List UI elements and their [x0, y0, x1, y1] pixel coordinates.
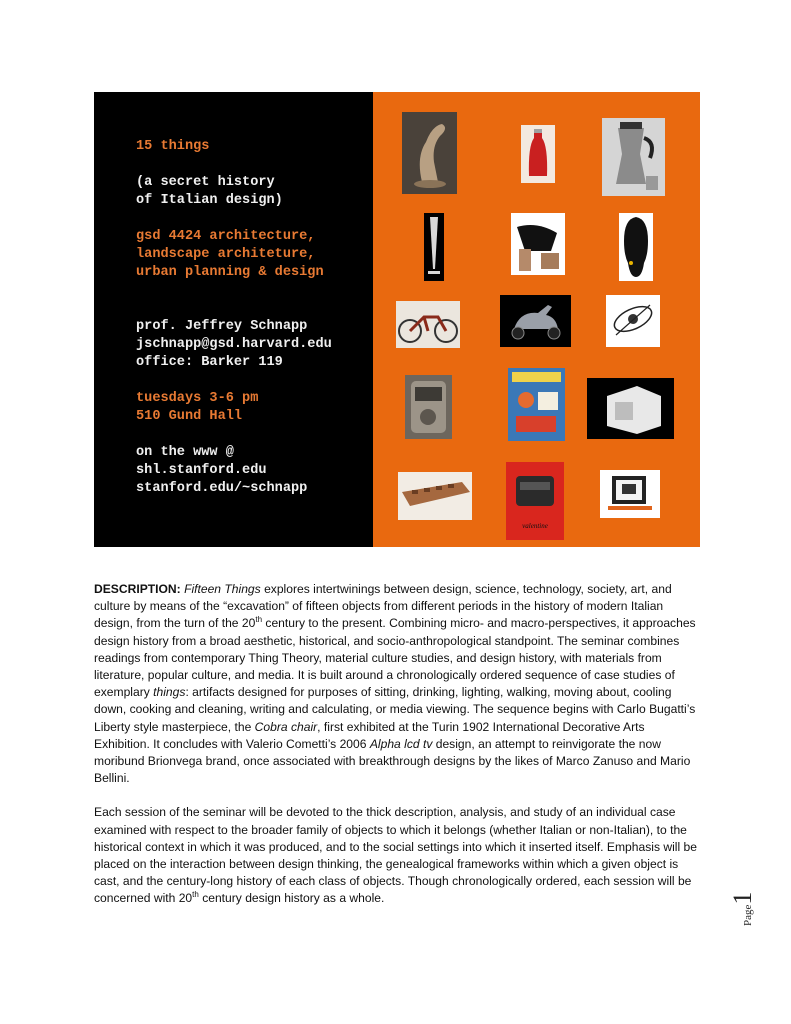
valentine-label: valentine [522, 522, 548, 530]
things-italic: things [153, 685, 186, 700]
platform-shoe-icon [511, 213, 565, 275]
professor-name: prof. Jeffrey Schnapp [136, 319, 308, 334]
magazine-cover-icon [508, 368, 565, 441]
keyboard-icon [398, 472, 472, 520]
object-gallery [373, 92, 700, 547]
page-number-marker [728, 880, 758, 930]
text-segment: explores intertwinings between design, science, technology, society, art, and culture by means of the “excavation” of fifteen objects from different periods in the history of modern Italian design, from the turn of the 20 [94, 582, 672, 631]
alpha-tv-icon [600, 470, 660, 518]
kitchen-appliance-icon [587, 378, 674, 439]
subtitle-line-2: of Italian design) [136, 193, 283, 208]
web-url-1: shl.stanford.edu [136, 463, 267, 478]
alpha-tv-italic: Alpha lcd tv [369, 736, 433, 751]
course-line-2: landscape architeture, [136, 247, 316, 262]
radio-device-icon [405, 375, 452, 439]
course-description [94, 581, 700, 925]
valentine-typewriter-icon [506, 462, 564, 540]
course-title: 15 things [136, 139, 210, 154]
professor-office: office: Barker 119 [136, 355, 283, 370]
banner-text-panel [94, 92, 373, 547]
page-label: Page [742, 904, 754, 926]
cobra-chair-italic: Cobra chair [254, 719, 318, 734]
description-paragraph-1 [94, 581, 700, 787]
text-segment: : artifacts designed for purposes of sitting, drinking, lighting, walking, moving about, cooling down, cooking and cleaning, writing and calculating, or media viewing. The sequence begins with Carlo Bugatti’s Liberty style masterpiece, the [94, 685, 696, 734]
meeting-room: 510 Gund Hall [136, 409, 243, 424]
superscript-th: th [255, 615, 263, 625]
subtitle-line-1: (a secret history [136, 175, 275, 190]
meeting-time: tuesdays 3-6 pm [136, 391, 259, 406]
professor-email: jschnapp@gsd.harvard.edu [136, 337, 332, 352]
text-segment: century design history as a whole. [198, 891, 385, 906]
sculpture-icon [606, 295, 660, 347]
course-line-3: urban planning & design [136, 265, 324, 280]
moka-pot-icon [602, 118, 665, 196]
page-number: 1 [728, 891, 757, 905]
superscript-th: th [192, 890, 199, 900]
course-name-italic: Fifteen Things [184, 582, 261, 596]
lamp-icon [424, 213, 444, 281]
page-number-rotated [728, 892, 758, 926]
vespa-scooter-icon [500, 295, 571, 347]
description-label: DESCRIPTION: [94, 582, 181, 596]
course-banner [94, 92, 700, 547]
text-segment: century to the present. Combining micro- and macro-perspectives, it approaches design history from a broad aesthetic, historical, and socio-anthropological standpoint. The seminar combines readings from contemporary Thing Theory, material culture studies, and design history, with materials from literature, popular culture, and media. It is built around a chronologically ordered sequence of case studies of exemplary [94, 616, 696, 700]
web-intro: on the www @ [136, 445, 234, 460]
text-segment: , first exhibited at the Turin 1902 International Decorative Arts Exhibition. It concludes with Valerio Cometti’s 2006 [94, 719, 645, 751]
text-segment: design, an attempt to reinvigorate the now moribund Brionvega brand, once associated with breakthrough designs by the likes of Marco Zanuso and Mario Bellini. [94, 736, 691, 786]
description-paragraph-2 [94, 804, 700, 907]
boot-sole-icon [619, 213, 653, 281]
bicycle-icon [396, 301, 460, 348]
text-segment: Each session of the seminar will be devoted to the thick description, analysis, and study of an individual case examined with respect to the broader family of objects to which it belongs (whether Italian or non-Italian), to the historical context in which it was produced, and to the social settings into which it inserted itself. Emphasis will be placed on the interaction between design thinking, the genealogical frameworks within which a given object is cast, and the century-long history of each class of objects. Though chronologically ordered, each session will be concerned with 20 [94, 805, 697, 906]
course-line-1: gsd 4424 architecture, [136, 229, 316, 244]
web-url-2: stanford.edu/~schnapp [136, 481, 308, 496]
cobra-chair-icon [402, 112, 457, 194]
red-bottle-icon [521, 125, 555, 183]
